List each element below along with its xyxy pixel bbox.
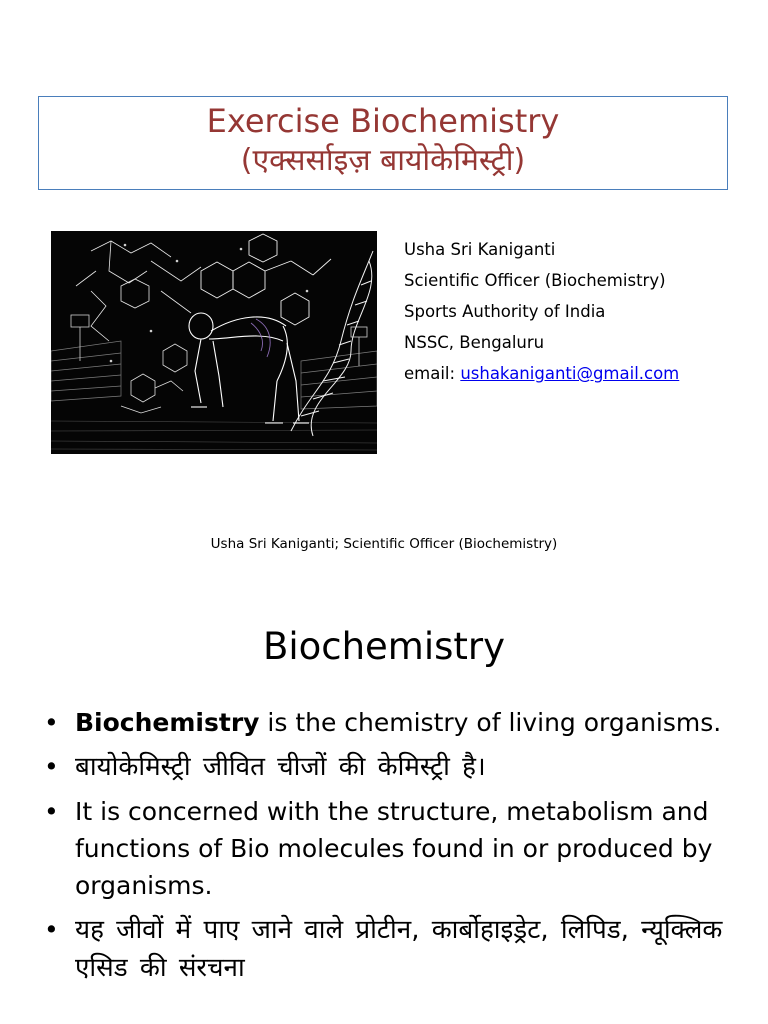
- bullet-text: यह जीवों में पाए जाने वाले प्रोटीन, कार्बोहाइड्रेट, लिपिड, न्यूक्लिक एसिड की संरचना: [75, 915, 723, 983]
- bullet-text: It is concerned with the structure, metabolism and functions of Bio molecules found in or produced by organisms.: [75, 797, 713, 900]
- title-box: [38, 96, 728, 190]
- bullet-item-1: [44, 704, 744, 741]
- bullet-bold-term: Biochemistry: [75, 708, 260, 737]
- bullet-icon: •: [44, 797, 59, 826]
- author-location: NSSC, Bengaluru: [404, 333, 545, 352]
- title-english: Exercise Biochemistry: [206, 102, 560, 140]
- bullet-item-2: [44, 748, 744, 786]
- author-info: [404, 234, 744, 389]
- email-label: email:: [404, 364, 461, 383]
- author-organization: Sports Authority of India: [404, 302, 606, 321]
- line-art-illustration: [51, 231, 377, 454]
- bullet-icon: •: [44, 752, 59, 781]
- bullet-icon: •: [44, 915, 59, 944]
- author-email-line: [404, 358, 744, 389]
- author-position: Scientific Officer (Biochemistry): [404, 271, 666, 290]
- biochemistry-slide: [0, 576, 768, 1024]
- title-hindi: (एक्सर्साइज़ बायोकेमिस्ट्री): [240, 143, 526, 178]
- bullet-icon: •: [44, 708, 59, 737]
- bullet-item-4: [44, 911, 744, 987]
- bullet-list: [44, 704, 744, 994]
- slide-title: Biochemistry: [262, 625, 506, 668]
- exercise-biochemistry-image: [51, 231, 377, 454]
- bullet-text: बायोकेमिस्ट्री जीवित चीजों की केमिस्ट्री है।: [75, 752, 486, 782]
- bullet-item-3: [44, 793, 744, 904]
- slide-footer: Usha Sri Kaniganti; Scientific Officer (Biochemistry): [210, 536, 558, 552]
- email-link[interactable]: ushakaniganti@gmail.com: [460, 364, 680, 383]
- author-name: Usha Sri Kaniganti: [404, 240, 556, 259]
- bullet-text: is the chemistry of living organisms.: [259, 708, 722, 737]
